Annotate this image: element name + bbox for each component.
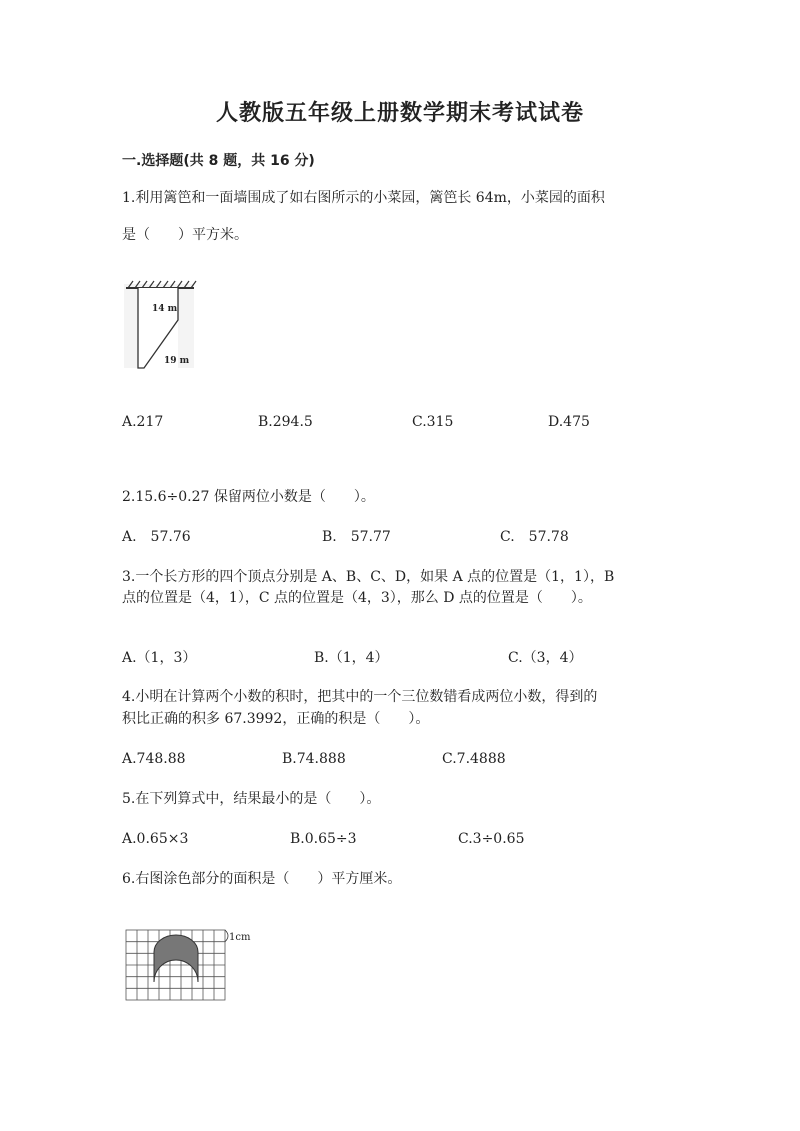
q4-option-b: B.74.888 bbox=[282, 751, 346, 767]
q2-option-c: C. 57.78 bbox=[500, 529, 569, 545]
shaded-region bbox=[154, 935, 198, 982]
garden-figure bbox=[124, 280, 200, 372]
question-1-line-2: 是（ ）平方米。 bbox=[122, 227, 248, 243]
question-6: 6.右图涂色部分的面积是（ ）平方厘米。 bbox=[122, 871, 402, 887]
q3-option-b: B.（1，4） bbox=[314, 650, 389, 666]
question-5: 5.在下列算式中，结果最小的是（ ）。 bbox=[122, 791, 381, 807]
question-4-line-2: 积比正确的积多 67.3992，正确的积是（ ）。 bbox=[122, 711, 430, 727]
q1-option-c: C.315 bbox=[412, 414, 454, 430]
question-3-line-2: 点的位置是（4，1），C 点的位置是（4，3），那么 D 点的位置是（ ）。 bbox=[122, 590, 592, 606]
q5-option-c: C.3÷0.65 bbox=[458, 831, 525, 847]
garden-top-label: 14 m bbox=[152, 304, 178, 314]
q2-option-b: B. 57.77 bbox=[322, 529, 391, 545]
q5-option-b: B.0.65÷3 bbox=[290, 831, 357, 847]
question-4-line-1: 4.小明在计算两个小数的积时，把其中的一个三位数错看成两位小数，得到的 bbox=[122, 689, 598, 705]
page-title: 人教版五年级上册数学期末考试试卷 bbox=[215, 101, 584, 126]
question-1-line-1: 1.利用篱笆和一面墙围成了如右图所示的小菜园，篱笆长 64m，小菜园的面积 bbox=[122, 190, 605, 206]
grid-unit-label: 1cm bbox=[229, 932, 251, 943]
q3-option-c: C.（3，4） bbox=[508, 650, 583, 666]
q1-option-b: B.294.5 bbox=[258, 414, 313, 430]
q4-option-c: C.7.4888 bbox=[442, 751, 506, 767]
q3-option-a: A.（1，3） bbox=[122, 650, 197, 666]
q4-option-a: A.748.88 bbox=[122, 751, 186, 767]
grid-figure bbox=[122, 926, 262, 1002]
q2-option-a: A. 57.76 bbox=[122, 529, 191, 545]
garden-bottom-label: 19 m bbox=[164, 356, 190, 366]
section-heading: 一.选择题(共 8 题，共 16 分) bbox=[122, 153, 315, 169]
q5-option-a: A.0.65×3 bbox=[122, 831, 189, 847]
q1-option-d: D.475 bbox=[548, 414, 590, 430]
q1-option-a: A.217 bbox=[122, 414, 164, 430]
question-2: 2.15.6÷0.27 保留两位小数是（ ）。 bbox=[122, 489, 375, 505]
question-3-line-1: 3.一个长方形的四个顶点分别是 A、B、C、D，如果 A 点的位置是（1，1），B bbox=[122, 569, 615, 585]
